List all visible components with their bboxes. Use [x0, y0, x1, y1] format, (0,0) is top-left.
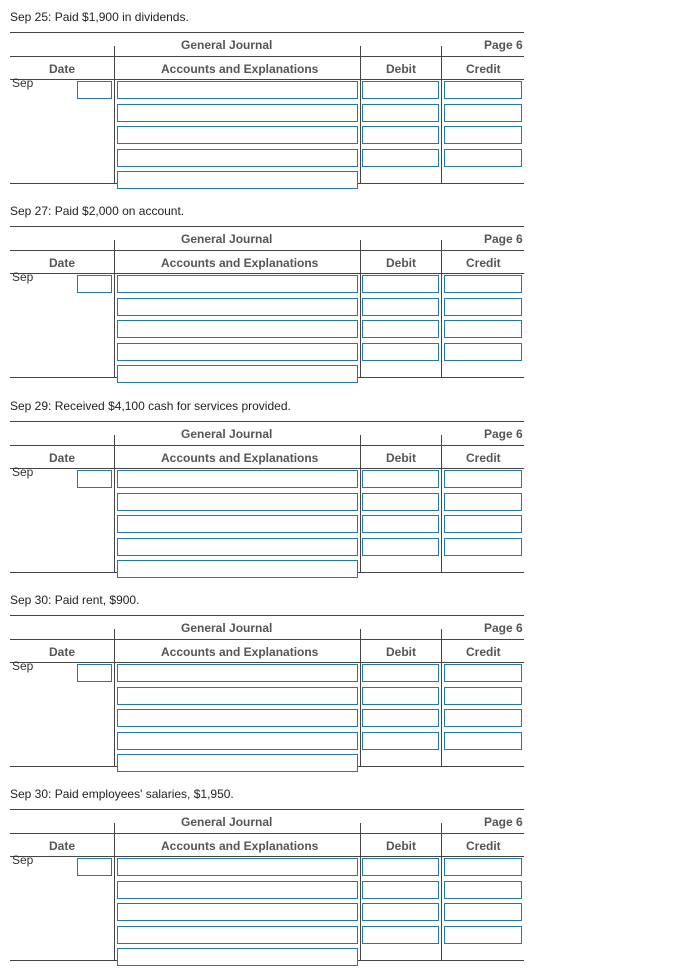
- credit-input[interactable]: [444, 664, 522, 682]
- column-divider: [114, 629, 115, 766]
- account-input[interactable]: [117, 687, 358, 705]
- debit-input[interactable]: [362, 515, 439, 533]
- account-input[interactable]: [117, 126, 358, 144]
- column-divider: [114, 46, 115, 183]
- debit-input[interactable]: [362, 664, 439, 682]
- column-header-rule: [10, 662, 524, 663]
- accounts-column-header: Accounts and Explanations: [161, 645, 319, 659]
- header-rule: [10, 639, 524, 640]
- column-divider: [360, 629, 361, 766]
- debit-input[interactable]: [362, 926, 439, 944]
- credit-input[interactable]: [444, 470, 522, 488]
- date-day-input[interactable]: [77, 664, 112, 682]
- top-rule: [10, 32, 524, 33]
- credit-column-header: Credit: [466, 62, 501, 76]
- account-input[interactable]: [117, 298, 358, 316]
- debit-input[interactable]: [362, 320, 439, 338]
- account-input[interactable]: [117, 926, 358, 944]
- page-label: Page 6: [484, 38, 523, 52]
- credit-input[interactable]: [444, 538, 522, 556]
- credit-input[interactable]: [444, 298, 522, 316]
- date-day-input[interactable]: [77, 858, 112, 876]
- credit-input[interactable]: [444, 320, 522, 338]
- account-input[interactable]: [117, 664, 358, 682]
- account-input[interactable]: [117, 754, 358, 772]
- account-input[interactable]: [117, 365, 358, 383]
- top-rule: [10, 809, 524, 810]
- credit-input[interactable]: [444, 275, 522, 293]
- month-label: Sep: [12, 270, 34, 284]
- journal-entry-section: [0, 389, 676, 583]
- account-input[interactable]: [117, 320, 358, 338]
- column-divider: [360, 46, 361, 183]
- credit-column-header: Credit: [466, 256, 501, 270]
- debit-input[interactable]: [362, 709, 439, 727]
- transaction-prompt: Sep 25: Paid $1,900 in dividends.: [10, 10, 189, 24]
- month-label: Sep: [12, 659, 34, 673]
- debit-column-header: Debit: [386, 256, 416, 270]
- date-column-header: Date: [49, 839, 76, 853]
- debit-input[interactable]: [362, 493, 439, 511]
- debit-input[interactable]: [362, 343, 439, 361]
- credit-input[interactable]: [444, 903, 522, 921]
- account-input[interactable]: [117, 948, 358, 966]
- account-input[interactable]: [117, 709, 358, 727]
- account-input[interactable]: [117, 493, 358, 511]
- journal-entry-section: [0, 0, 676, 194]
- header-rule: [10, 250, 524, 251]
- debit-input[interactable]: [362, 538, 439, 556]
- debit-input[interactable]: [362, 903, 439, 921]
- account-input[interactable]: [117, 881, 358, 899]
- top-rule: [10, 421, 524, 422]
- credit-input[interactable]: [444, 926, 522, 944]
- credit-input[interactable]: [444, 687, 522, 705]
- page-label: Page 6: [484, 427, 523, 441]
- month-label: Sep: [12, 853, 34, 867]
- credit-input[interactable]: [444, 881, 522, 899]
- account-input[interactable]: [117, 171, 358, 189]
- credit-input[interactable]: [444, 104, 522, 122]
- account-input[interactable]: [117, 81, 358, 99]
- debit-input[interactable]: [362, 470, 439, 488]
- transaction-prompt: Sep 27: Paid $2,000 on account.: [10, 204, 185, 218]
- debit-column-header: Debit: [386, 451, 416, 465]
- top-rule: [10, 615, 524, 616]
- credit-input[interactable]: [444, 515, 522, 533]
- column-divider: [360, 435, 361, 572]
- credit-column-header: Credit: [466, 839, 501, 853]
- page-label: Page 6: [484, 815, 523, 829]
- column-divider: [441, 240, 442, 377]
- column-divider: [114, 435, 115, 572]
- column-divider: [114, 823, 115, 960]
- journal-title: General Journal: [181, 232, 273, 246]
- account-input[interactable]: [117, 343, 358, 361]
- date-day-input[interactable]: [77, 275, 112, 293]
- column-divider: [441, 823, 442, 960]
- debit-input[interactable]: [362, 881, 439, 899]
- account-input[interactable]: [117, 470, 358, 488]
- accounts-column-header: Accounts and Explanations: [161, 256, 319, 270]
- journal-entry-section: [0, 777, 676, 971]
- column-divider: [360, 823, 361, 960]
- debit-input[interactable]: [362, 126, 439, 144]
- column-header-rule: [10, 468, 524, 469]
- journal-entry-section: [0, 194, 676, 388]
- account-input[interactable]: [117, 515, 358, 533]
- date-column-header: Date: [49, 62, 76, 76]
- column-divider: [441, 435, 442, 572]
- date-column-header: Date: [49, 451, 76, 465]
- account-input[interactable]: [117, 104, 358, 122]
- credit-input[interactable]: [444, 493, 522, 511]
- page-label: Page 6: [484, 232, 523, 246]
- account-input[interactable]: [117, 149, 358, 167]
- debit-column-header: Debit: [386, 839, 416, 853]
- credit-column-header: Credit: [466, 645, 501, 659]
- account-input[interactable]: [117, 732, 358, 750]
- accounts-column-header: Accounts and Explanations: [161, 839, 319, 853]
- column-header-rule: [10, 273, 524, 274]
- debit-input[interactable]: [362, 687, 439, 705]
- debit-input[interactable]: [362, 275, 439, 293]
- account-input[interactable]: [117, 858, 358, 876]
- credit-input[interactable]: [444, 81, 522, 99]
- credit-input[interactable]: [444, 858, 522, 876]
- transaction-prompt: Sep 29: Received $4,100 cash for services provided.: [10, 399, 291, 413]
- debit-input[interactable]: [362, 298, 439, 316]
- date-day-input[interactable]: [77, 470, 112, 488]
- column-divider: [441, 629, 442, 766]
- date-column-header: Date: [49, 256, 76, 270]
- accounts-column-header: Accounts and Explanations: [161, 451, 319, 465]
- page-label: Page 6: [484, 621, 523, 635]
- account-input[interactable]: [117, 903, 358, 921]
- month-label: Sep: [12, 76, 34, 90]
- column-header-rule: [10, 856, 524, 857]
- debit-input[interactable]: [362, 81, 439, 99]
- account-input[interactable]: [117, 275, 358, 293]
- column-header-rule: [10, 79, 524, 80]
- journal-title: General Journal: [181, 38, 273, 52]
- header-rule: [10, 56, 524, 57]
- account-input[interactable]: [117, 560, 358, 578]
- account-input[interactable]: [117, 538, 358, 556]
- accounts-column-header: Accounts and Explanations: [161, 62, 319, 76]
- top-rule: [10, 226, 524, 227]
- date-column-header: Date: [49, 645, 76, 659]
- credit-input[interactable]: [444, 126, 522, 144]
- debit-input[interactable]: [362, 104, 439, 122]
- debit-column-header: Debit: [386, 62, 416, 76]
- transaction-prompt: Sep 30: Paid employees' salaries, $1,950.: [10, 787, 234, 801]
- journal-title: General Journal: [181, 621, 273, 635]
- header-rule: [10, 833, 524, 834]
- month-label: Sep: [12, 465, 34, 479]
- debit-input[interactable]: [362, 149, 439, 167]
- journal-title: General Journal: [181, 815, 273, 829]
- credit-input[interactable]: [444, 343, 522, 361]
- debit-input[interactable]: [362, 732, 439, 750]
- journal-title: General Journal: [181, 427, 273, 441]
- credit-input[interactable]: [444, 709, 522, 727]
- column-divider: [360, 240, 361, 377]
- debit-column-header: Debit: [386, 645, 416, 659]
- header-rule: [10, 445, 524, 446]
- transaction-prompt: Sep 30: Paid rent, $900.: [10, 593, 140, 607]
- credit-column-header: Credit: [466, 451, 501, 465]
- credit-input[interactable]: [444, 149, 522, 167]
- debit-input[interactable]: [362, 858, 439, 876]
- credit-input[interactable]: [444, 732, 522, 750]
- column-divider: [114, 240, 115, 377]
- column-divider: [441, 46, 442, 183]
- date-day-input[interactable]: [77, 81, 112, 99]
- journal-entry-section: [0, 583, 676, 777]
